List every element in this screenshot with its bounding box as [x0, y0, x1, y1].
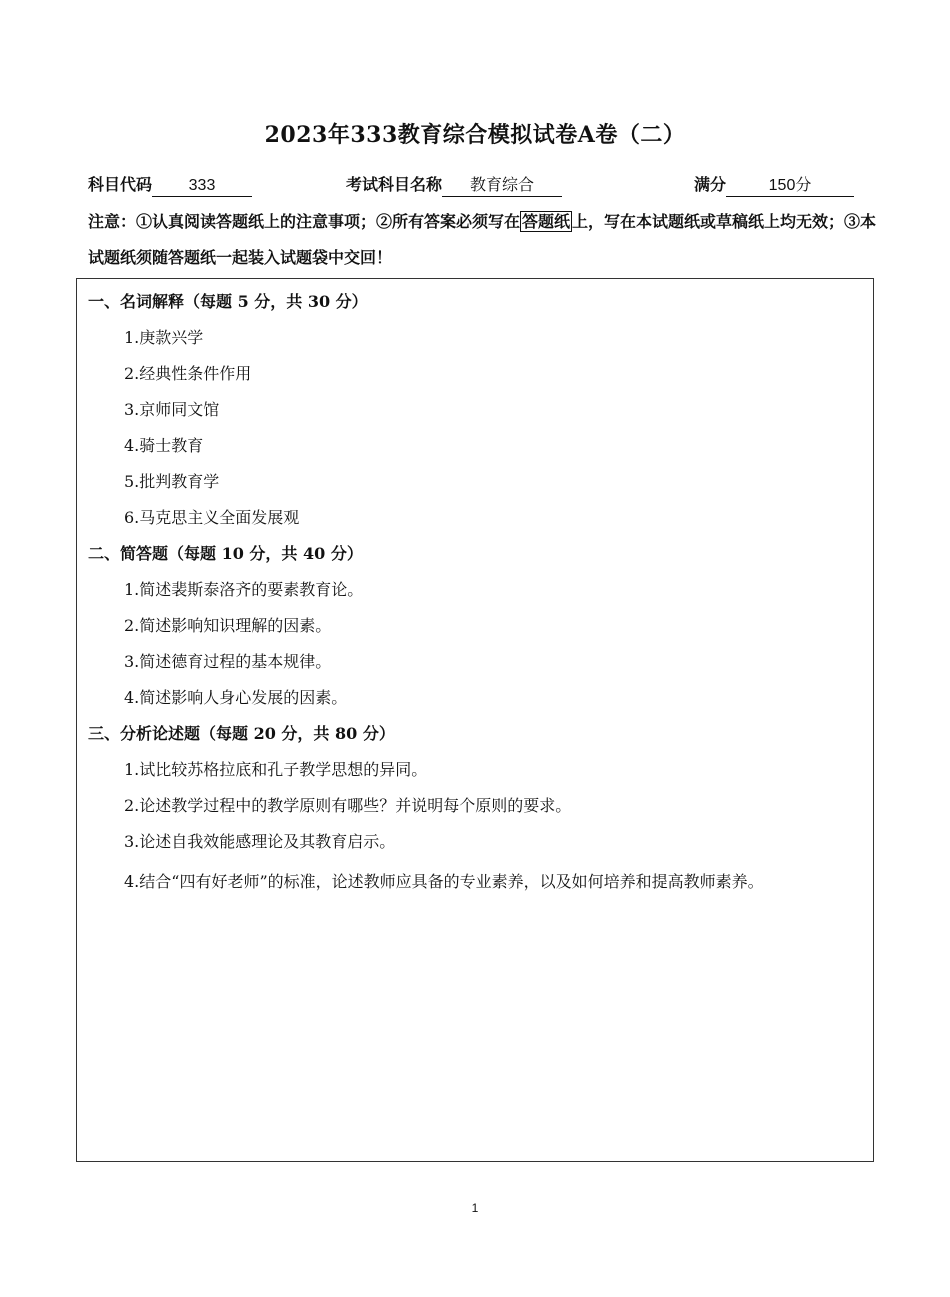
section-essay: [88, 720, 870, 900]
subject-code-value: 333: [152, 176, 252, 197]
question-item: 2.论述教学过程中的教学原则有哪些？并说明每个原则的要求。: [124, 796, 572, 815]
question-item: 3.京师同文馆: [124, 400, 220, 419]
full-score-field: [694, 172, 854, 197]
exam-notice: [88, 204, 878, 276]
subject-code-label: 科目代码: [88, 175, 153, 194]
question-item: 4.骑士教育: [124, 436, 204, 455]
subject-code-field: [88, 172, 252, 197]
subject-name-label: 考试科目名称: [346, 175, 443, 194]
section-title: 一、名词解释（每题 5 分，共 30 分）: [88, 292, 368, 311]
notice-answer-sheet-boxed: 答题纸: [522, 212, 571, 231]
question-content: [88, 288, 870, 900]
section-title: 三、分析论述题（每题 20 分，共 80 分）: [88, 724, 395, 743]
question-item: 3.论述自我效能感理论及其教育启示。: [124, 832, 396, 851]
question-item: 4.结合“四有好老师”的标准，论述教师应具备的专业素养，以及如何培养和提高教师素养。: [124, 872, 764, 891]
question-item: 1.试比较苏格拉底和孔子教学思想的异同。: [124, 760, 428, 779]
section-title: 二、简答题（每题 10 分，共 40 分）: [88, 544, 363, 563]
exam-meta-row: [88, 172, 868, 196]
section-short-answer: [88, 540, 870, 712]
question-item: 6.马克思主义全面发展观: [124, 508, 300, 527]
question-item: 1.简述裴斯泰洛齐的要素教育论。: [124, 580, 364, 599]
question-item: 5.批判教育学: [124, 472, 220, 491]
question-item: 2.简述影响知识理解的因素。: [124, 616, 332, 635]
subject-name-field: [346, 172, 562, 197]
notice-text-2: 上，写在本试题纸或草稿纸上均无效；③本试题纸须随答题纸一起装入试题袋中交回！: [88, 212, 877, 267]
notice-text-1: 注意：①认真阅读答题纸上的注意事项；②所有答案必须写在: [88, 212, 521, 231]
full-score-label: 满分: [694, 175, 727, 194]
question-item: 4.简述影响人身心发展的因素。: [124, 688, 348, 707]
full-score-value: 150分: [726, 176, 854, 197]
exam-title: 2023年333教育综合模拟试卷A卷（二）: [264, 122, 686, 148]
question-item: 1.庚款兴学: [124, 328, 204, 347]
subject-name-value: 教育综合: [442, 176, 562, 197]
question-item: 2.经典性条件作用: [124, 364, 252, 383]
section-terms: [88, 288, 870, 532]
question-item: 3.简述德育过程的基本规律。: [124, 652, 332, 671]
page-number: 1: [471, 1201, 479, 1215]
